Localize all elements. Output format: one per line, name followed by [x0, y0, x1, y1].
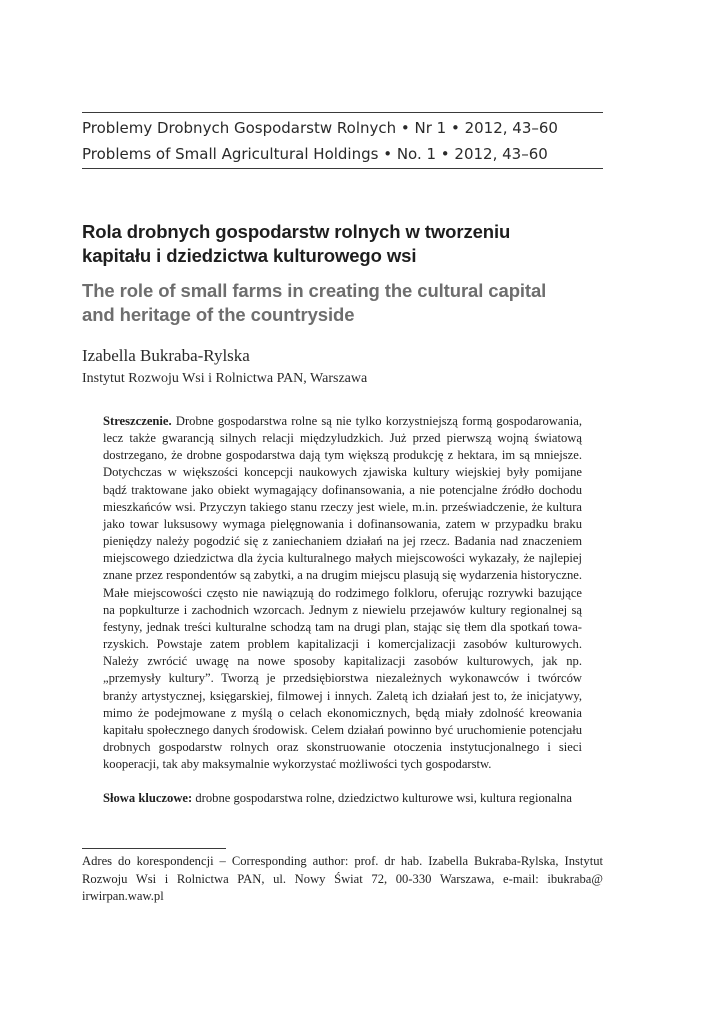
correspondence-footnote: Adres do korespondencji – Corresponding author: prof. dr hab. Izabella Bukraba-Rylska, Instytut Rozwoju Wsi i Rolnictwa PAN, ul. Nowy Świat 72, 00-330 Warszawa, e-mail: ibukraba@ irwirpan.waw.pl	[82, 854, 603, 903]
header-top-rule	[82, 112, 603, 113]
keywords	[103, 790, 582, 808]
journal-citation-pl: Problemy Drobnych Gospodarstw Rolnych • Nr 1 • 2012, 43–60	[82, 119, 558, 137]
abstract-text: Drobne gospodarstwa rolne są nie tylko korzystniejszą formą gospodarowania, lecz także gwarancją silnych relacji międzyludzkich. Już przed pierwszą wojną światową dostrzegano, że drobne gospodarstwa dają tym większą produkcję z hektara, im są mniejsze. Dotychczas w większości koncepcji naukowych zjawiska kultury wiejskiej były pomijane bądź traktowane jako obiekt wymagający dofinansowania, a nie potencjalne źródło dochodu mieszkańców wsi. Przyczyn takiego stanu rzeczy jest wiele, m.in. przeświadczenie, że kultura jako towar luksusowy wymaga pielęgnowania i dofinansowania, zatem w przypadku braku pieniędzy należy pogodzić się z zaniechaniem działań na jej rzecz. Badania nad znaczeniem miejscowego dziedzictwa dla życia kulturalnego małych miejscowości wykazały, że najlepiej znane przez respondentów są zabytki, a na drugim miejscu plasują się wydarzenia historyczne. Małe miejscowości często nie nawiązują do rodzimego folkloru, oferując rozrywki bazujące na popkulturze i zachodnich wzorcach. Jednym z niewielu przejawów kultury regionalnej są festyny, jednak treści kulturalne schodzą tam na drugi plan, stając się tłem dla spotkań towarzyskich. Powstaje zatem problem kapitalizacji i komercjalizacji zasobów kulturowych. Należy zwrócić uwagę na nowe sposoby kapitalizacji zasobów kulturowych, jak np. „przemysły kultury”. Tworzą je przedsiębiorstwa niezależnych wykonawców i twórców branży artystycznej, księgarskiej, filmowej i innych. Zaletą ich działań jest to, że inicjatywy, mimo że podejmowane z myślą o celach ekonomicznych, będą miały zdolność kreowania kapitału społecznego danych środowisk. Celem działań powinno być uruchomienie potencjału drobnych gospodarstw rolnych oraz skonstruowanie otoczenia instytucjonalnego i sieci kooperacji, tak aby maksymalnie wykorzystać możliwości tych gospodarstw.	[103, 414, 582, 772]
article-title-pl: Rola drobnych gospodarstw rolnych w tworzeniu kapitału i dziedzictwa kulturowego wsi	[82, 221, 511, 266]
footnote-rule	[82, 848, 226, 849]
abstract-label: Streszczenie.	[103, 414, 172, 428]
article-title-en: The role of small farms in creating the cultural capital and heritage of the countryside	[82, 280, 547, 325]
keywords-text: drobne gospodarstwa rolne, dziedzictwo kulturowe wsi, kultura regionalna	[195, 791, 573, 805]
author-name: Izabella Bukraba-Rylska	[82, 346, 250, 365]
journal-citation-en: Problems of Small Agricultural Holdings • No. 1 • 2012, 43–60	[82, 145, 548, 163]
keywords-label: Słowa kluczowe:	[103, 791, 193, 805]
author-affiliation: Instytut Rozwoju Wsi i Rolnictwa PAN, Warszawa	[82, 371, 368, 386]
abstract	[103, 413, 582, 773]
header-bottom-rule	[82, 168, 603, 169]
